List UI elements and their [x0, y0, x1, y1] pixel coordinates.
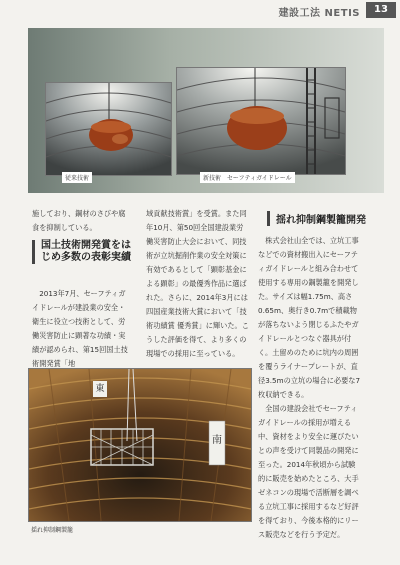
new-method-caption: 新技術 セーフティガイドレール [200, 172, 295, 183]
page-header [0, 0, 400, 20]
section-heading-cage: 揺れ抑制鋼製籠開発 [267, 211, 366, 226]
awards-paragraph: 2013年7月、セーフティガイドレールが建設業の安全・衛生に役立つ技術として、労働災害防止に顕著な功績・実績が認められ、第15回国土技術開発賞「地 [32, 289, 128, 368]
shaft-sign-east: 東 [93, 381, 107, 397]
column-2-body [146, 207, 250, 361]
cage-paragraph-1: 株式会社山全では、立坑工事などでの資材搬出入にセーフティガイドレールと組み合わせて使用する専用の鋼製籠を開発した。サイズは幅1.75m、高さ0.65m、奥行き0.7mで積載物が落ちないよう閉じるふたやガイドレールとつなぐ器具が付く。土留めのために坑内の周囲を覆うライナープレートが、直径3.5mの立坑の場合に必要な7枚収納できる。 [258, 236, 361, 399]
page-number: 13 [366, 2, 396, 18]
intro-paragraph: 施しており、鋼材のさびや腐食を抑制している。 [32, 209, 126, 232]
section-heading-awards: 国土技術開発賞をはじめ多数の表彰実績 [32, 240, 131, 264]
cage-paragraph-2: 全国の建設会社でセーフティガイドレールの採用が増える中、資材をより安全に運びたいとの声を受けて同製品の開発に至った。2014年秋頃から試験的に販売を始めたところ、大手ゼネコンの現場で活断層を調べる立坑工事に採用するなど好評を得ており、今後本格的にリース販売などを行う予定だ。 [258, 404, 359, 539]
awards-paragraph-continued: 域貢献技術賞」を受賞。また同年10月、第50回全国建設業労働災害防止大会において、同技術が立坑掘削作業の安全対策に有効であるとして「顕彰基金による顕彰」の最優秀作品に選ばれた。さらに、2014年3月には四国産業技術大賞において「技術功績賞 優秀賞」に輝いた。こうした評価を得て、より多くの現場での採用に至っている。 [146, 209, 249, 358]
new-method-photo [176, 67, 346, 175]
column-3-body [258, 234, 362, 542]
conventional-caption: 従来技術 [62, 172, 92, 183]
column-1-intro [32, 207, 132, 235]
conventional-method-photo [45, 82, 172, 176]
column-1-body [32, 287, 132, 371]
cage-photo [28, 368, 252, 522]
magazine-title: 建設工法 NETIS [278, 8, 360, 19]
cage-caption: 揺れ抑制鋼製籠 [31, 527, 74, 534]
shaft-sign-south: 南 [212, 435, 222, 446]
